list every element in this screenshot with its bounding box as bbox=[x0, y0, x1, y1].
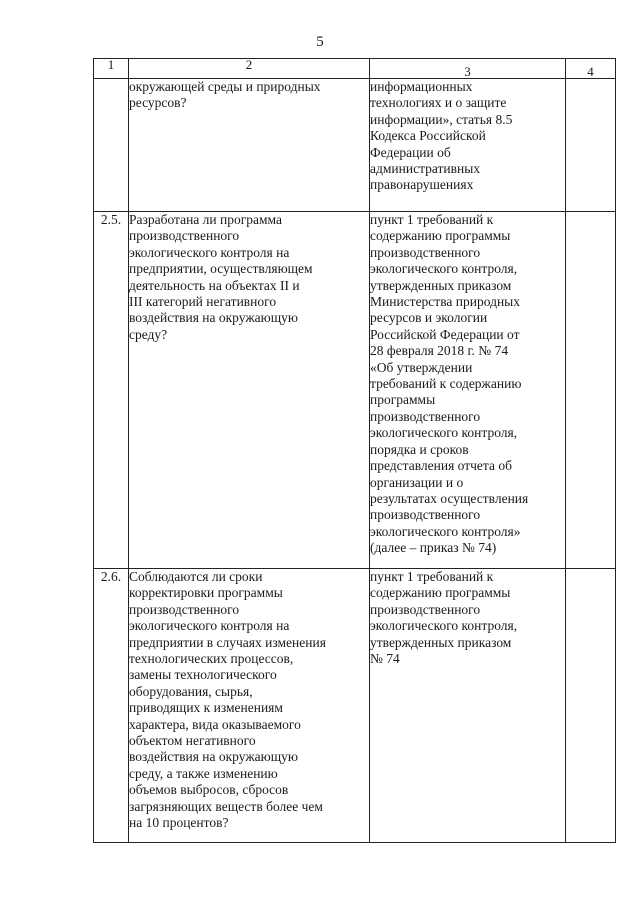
question-line: деятельность на объектах II и bbox=[129, 277, 300, 293]
question-line: оборудования, сырья, bbox=[129, 683, 253, 699]
row-number: 2.6. bbox=[94, 569, 129, 843]
column-header-4: 4 bbox=[566, 59, 616, 79]
reference-line: производственного bbox=[370, 408, 481, 424]
note-cell bbox=[566, 569, 616, 843]
question-line: воздействия на окружающую bbox=[129, 310, 298, 326]
column-header-2: 2 bbox=[129, 59, 370, 79]
question-line: предприятии, осуществляющем bbox=[129, 261, 313, 277]
reference-line: Министерства природных bbox=[370, 294, 520, 310]
note-cell bbox=[566, 79, 616, 212]
question-line: объектом негативного bbox=[129, 733, 256, 749]
question-line: производственного bbox=[129, 601, 240, 617]
question-cell bbox=[129, 212, 370, 569]
reference-line: № 74 bbox=[370, 651, 400, 667]
reference-line: правонарушениях bbox=[370, 177, 474, 193]
row-number: 2.5. bbox=[94, 212, 129, 569]
reference-line: содержанию программы bbox=[370, 228, 511, 244]
question-line: приводящих к изменениям bbox=[129, 700, 283, 716]
column-header-1: 1 bbox=[94, 59, 129, 79]
reference-line: пункт 1 требований к bbox=[370, 569, 494, 584]
checklist-table bbox=[93, 58, 616, 843]
reference-line: административных bbox=[370, 161, 481, 177]
reference-line: утвержденных приказом bbox=[370, 277, 512, 293]
reference-line: Федерации об bbox=[370, 144, 451, 160]
question-line: корректировки программы bbox=[129, 585, 283, 601]
question-line: характера, вида оказываемого bbox=[129, 716, 301, 732]
reference-line: экологического контроля, bbox=[370, 261, 518, 277]
reference-line: информационных bbox=[370, 79, 473, 94]
question-line: Разработана ли программа bbox=[129, 212, 282, 227]
reference-line: экологического контроля» bbox=[370, 523, 521, 539]
question-cell bbox=[129, 569, 370, 843]
reference-line: Российской Федерации от bbox=[370, 326, 520, 342]
table-row bbox=[94, 79, 616, 212]
question-line: предприятии в случаях изменения bbox=[129, 634, 326, 650]
question-line: объемов выбросов, сбросов bbox=[129, 782, 289, 798]
question-line: III категорий негативного bbox=[129, 294, 277, 310]
question-line: загрязняющих веществ более чем bbox=[129, 798, 323, 814]
reference-line: производственного bbox=[370, 507, 481, 523]
question-line: Соблюдаются ли сроки bbox=[129, 569, 263, 584]
question-line: экологического контроля на bbox=[129, 244, 290, 260]
reference-line: технологиях и о защите bbox=[370, 95, 507, 111]
question-line: среду? bbox=[129, 326, 168, 342]
question-line: среду, а также изменению bbox=[129, 765, 278, 781]
reference-line: представления отчета об bbox=[370, 458, 512, 474]
table-row bbox=[94, 569, 616, 843]
question-line: производственного bbox=[129, 228, 240, 244]
question-cell bbox=[129, 79, 370, 212]
table-header-row bbox=[94, 59, 616, 79]
reference-line: «Об утверждении bbox=[370, 359, 473, 375]
reference-cell bbox=[370, 79, 566, 212]
reference-line: организации и о bbox=[370, 474, 464, 490]
table-row bbox=[94, 212, 616, 569]
reference-line: порядка и сроков bbox=[370, 441, 469, 457]
page-number: 5 bbox=[316, 34, 324, 50]
question-line: замены технологического bbox=[129, 667, 277, 683]
reference-line: (далее – приказ № 74) bbox=[370, 540, 497, 556]
reference-line: утвержденных приказом bbox=[370, 634, 512, 650]
question-line: воздействия на окружающую bbox=[129, 749, 298, 765]
reference-line: пункт 1 требований к bbox=[370, 212, 494, 227]
reference-line: Кодекса Российской bbox=[370, 128, 486, 144]
column-header-3: 3 bbox=[370, 59, 566, 79]
question-line: ресурсов? bbox=[129, 95, 187, 111]
question-line: экологического контроля на bbox=[129, 618, 290, 634]
note-cell bbox=[566, 212, 616, 569]
question-line: на 10 процентов? bbox=[129, 815, 229, 831]
reference-line: информации», статья 8.5 bbox=[370, 111, 513, 127]
question-line: окружающей среды и природных bbox=[129, 79, 321, 94]
reference-line: производственного bbox=[370, 244, 481, 260]
reference-line: программы bbox=[370, 392, 436, 408]
reference-cell bbox=[370, 569, 566, 843]
reference-line: содержанию программы bbox=[370, 585, 511, 601]
reference-line: 28 февраля 2018 г. № 74 bbox=[370, 343, 509, 359]
question-line: технологических процессов, bbox=[129, 651, 294, 667]
reference-line: требований к содержанию bbox=[370, 376, 522, 392]
reference-line: экологического контроля, bbox=[370, 618, 518, 634]
row-number bbox=[94, 79, 129, 212]
reference-line: производственного bbox=[370, 601, 481, 617]
reference-line: ресурсов и экологии bbox=[370, 310, 488, 326]
reference-cell bbox=[370, 212, 566, 569]
reference-line: результатах осуществления bbox=[370, 490, 529, 506]
reference-line: экологического контроля, bbox=[370, 425, 518, 441]
